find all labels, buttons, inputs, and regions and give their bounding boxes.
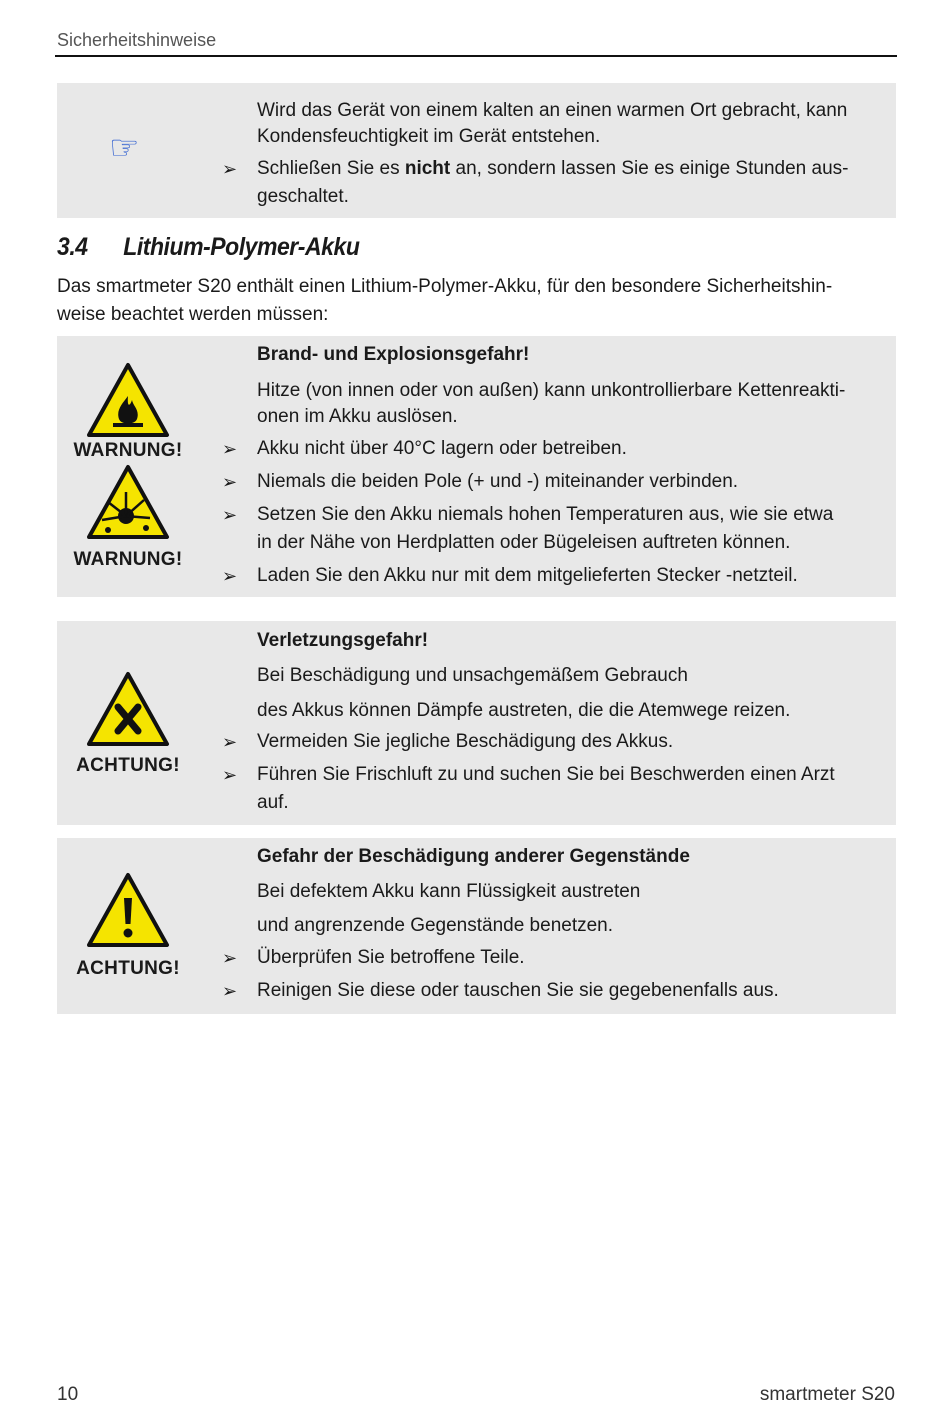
warning-bullet-1: Überprüfen Sie betroffene Teile. (257, 947, 525, 968)
property-damage-warning-box (57, 838, 896, 1014)
bullet-arrow-icon: ➢ (222, 439, 238, 459)
pointing-hand-icon: ☞ (109, 129, 140, 167)
note-text-line-1: Wird das Gerät von einem kalten an einen warmen Ort gebracht, kann (257, 100, 848, 121)
caution-label: ACHTUNG! (76, 755, 180, 776)
bullet-arrow-icon: ➢ (222, 765, 238, 785)
bullet-arrow-icon: ➢ (222, 472, 238, 492)
warning-text-line-2: des Akkus können Dämpfe austreten, die die Atemwege reizen. (257, 700, 791, 721)
warning-bullet-2: Führen Sie Frischluft zu und suchen Sie bei Beschwerden einen Arzt (257, 764, 835, 785)
caution-label: ACHTUNG! (76, 958, 180, 979)
warning-text-line-1: Bei Beschädigung und unsachgemäßem Gebrauch (257, 665, 688, 686)
warning-bullet-2: Reinigen Sie diese oder tauschen Sie sie gegebenenfalls aus. (257, 980, 779, 1001)
warning-bullet-2: Niemals die beiden Pole (+ und -) miteinander verbinden. (257, 471, 739, 492)
section-number: 3.4 (57, 233, 88, 261)
section-heading (57, 233, 359, 262)
warning-bullet-2-continuation: auf. (257, 792, 289, 813)
explosive-warning-icon (86, 464, 170, 540)
page-number: 10 (57, 1384, 79, 1405)
warning-bullet-1: Akku nicht über 40°C lagern oder betreiben. (257, 438, 627, 459)
warning-text-line-1: Hitze (von innen oder von außen) kann unkontrollierbare Kettenreakti- (257, 380, 846, 401)
bullet-arrow-icon: ➢ (222, 566, 238, 586)
section-intro-line-1: Das smartmeter S20 enthält einen Lithium-Polymer-Akku, für den besondere Sicherheitshin- (57, 276, 833, 297)
harmful-irritant-icon (86, 671, 170, 747)
footer-product-name: smartmeter S20 (759, 1384, 895, 1405)
note-bullet-prefix: Schließen Sie es (257, 158, 405, 179)
warning-bullet-4: Laden Sie den Akku nur mit dem mitgelieferten Stecker -netzteil. (257, 565, 798, 586)
bullet-arrow-icon: ➢ (222, 981, 238, 1001)
note-bullet-continuation: geschaltet. (257, 186, 349, 207)
warning-heading: Verletzungsgefahr! (257, 630, 429, 651)
exclamation-warning-icon (86, 872, 170, 948)
note-box (57, 83, 896, 218)
warning-text-line-2: onen im Akku auslösen. (257, 406, 458, 427)
warning-heading: Brand- und Explosionsgefahr! (257, 344, 530, 365)
note-text-line-2: Kondensfeuchtigkeit im Gerät entstehen. (257, 126, 601, 147)
note-bullet (257, 155, 892, 183)
bullet-arrow-icon: ➢ (222, 159, 238, 179)
warning-bullet-3: Setzen Sie den Akku niemals hohen Temperaturen aus, wie sie etwa (257, 504, 834, 525)
header-title: Sicherheitshinweise (57, 30, 217, 50)
section-title: Lithium-Polymer-Akku (123, 233, 360, 261)
bullet-arrow-icon: ➢ (222, 948, 238, 968)
warning-bullet-1: Vermeiden Sie jegliche Beschädigung des Akkus. (257, 731, 674, 752)
warning-text-line-2: und angrenzende Gegenstände benetzen. (257, 915, 614, 936)
warning-text-line-1: Bei defektem Akku kann Flüssigkeit austreten (257, 881, 641, 902)
header-divider (55, 55, 897, 57)
warning-label-2: WARNUNG! (73, 549, 183, 570)
fire-explosion-warning-box (57, 336, 896, 597)
warning-label-1: WARNUNG! (73, 440, 183, 461)
flammable-warning-icon (86, 362, 170, 438)
note-bullet-emphasis: nicht (404, 158, 451, 179)
bullet-arrow-icon: ➢ (222, 505, 238, 525)
section-intro-line-2: weise beachtet werden müssen: (57, 304, 329, 325)
note-bullet-suffix: an, sondern lassen Sie es einige Stunden aus- (450, 158, 849, 179)
injury-warning-box (57, 621, 896, 825)
warning-bullet-3-continuation: in der Nähe von Herdplatten oder Bügeleisen auftreten können. (257, 532, 791, 553)
bullet-arrow-icon: ➢ (222, 732, 238, 752)
warning-heading: Gefahr der Beschädigung anderer Gegenstände (257, 846, 690, 867)
